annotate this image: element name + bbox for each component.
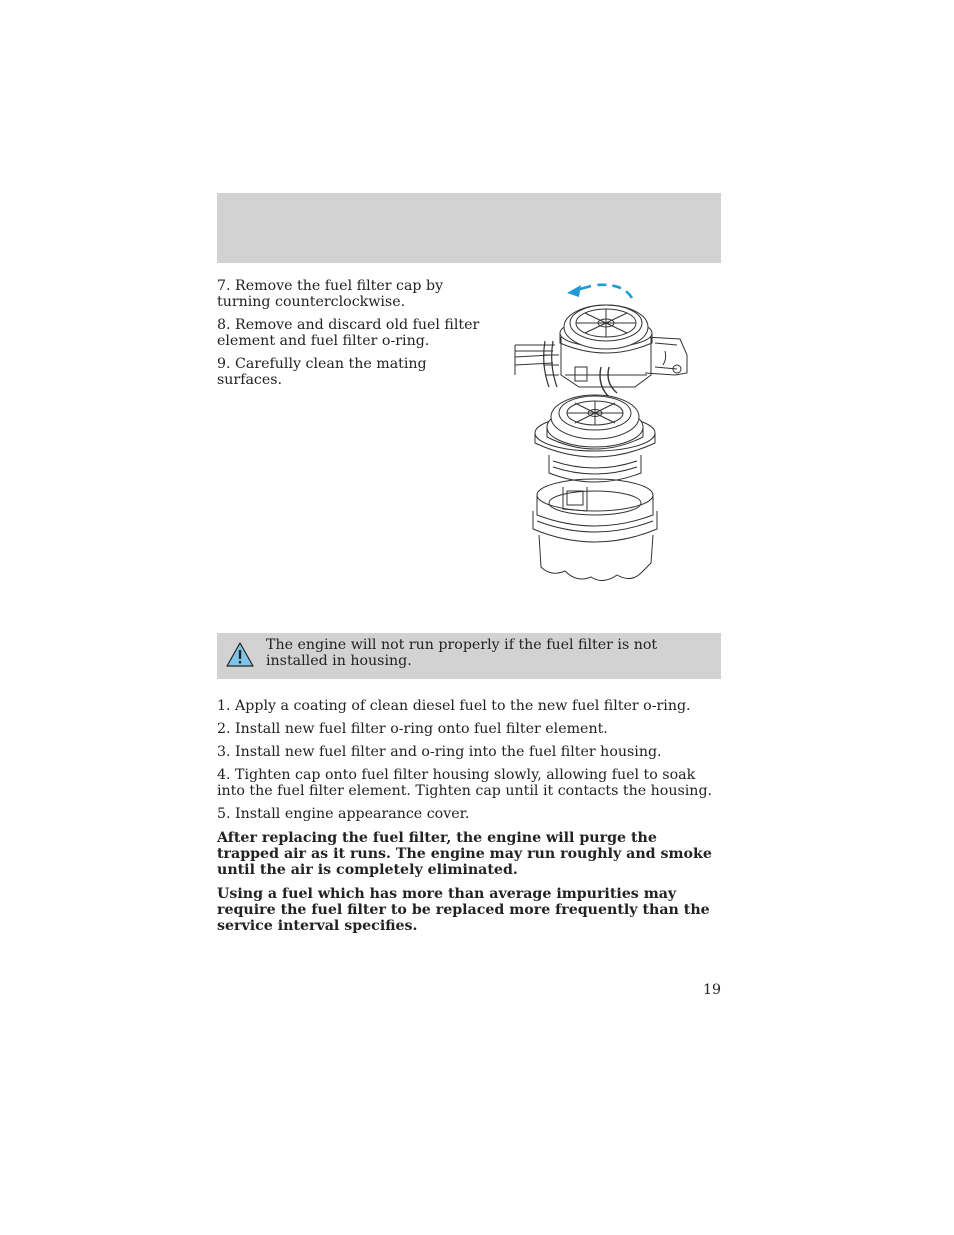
counterclockwise-arrow-icon (567, 285, 632, 298)
warning-box (217, 633, 721, 679)
fuel-filter-element (535, 395, 655, 482)
step-7: 7. Remove the fuel filter cap by turning counterclockwise. (217, 278, 444, 310)
page-number: 19 (702, 982, 721, 998)
step-5: 5. Install engine appearance cover. (217, 806, 470, 822)
installation-steps (217, 698, 723, 941)
warning-text: The engine will not run properly if the fuel filter is not installed in housing. (266, 637, 658, 669)
warning-triangle-icon (225, 641, 255, 668)
step-9: 9. Carefully clean the mating surfaces. (217, 356, 427, 388)
filter-housing-base (533, 479, 657, 581)
step-2: 2. Install new fuel filter o-ring onto fuel filter element. (217, 721, 608, 737)
filter-housing-with-cap (515, 305, 687, 397)
removal-steps (217, 278, 482, 395)
step-8: 8. Remove and discard old fuel filter element and fuel filter o-ring. (217, 317, 480, 349)
section-header-band (217, 193, 721, 263)
fuel-filter-illustration (505, 275, 705, 593)
step-4: 4. Tighten cap onto fuel filter housing slowly, allowing fuel to soak into the fuel filter element. Tighten cap until it contacts the housing. (217, 767, 713, 799)
note-purge-air: After replacing the fuel filter, the engine will purge the trapped air as it runs. The engine may run roughly and smoke until the air is completely eliminated. (217, 830, 712, 878)
step-3: 3. Install new fuel filter and o-ring into the fuel filter housing. (217, 744, 662, 760)
step-1: 1. Apply a coating of clean diesel fuel to the new fuel filter o-ring. (217, 698, 691, 714)
note-impurities: Using a fuel which has more than average impurities may require the fuel filter to be replaced more frequently than the service interval specifies. (217, 886, 710, 934)
